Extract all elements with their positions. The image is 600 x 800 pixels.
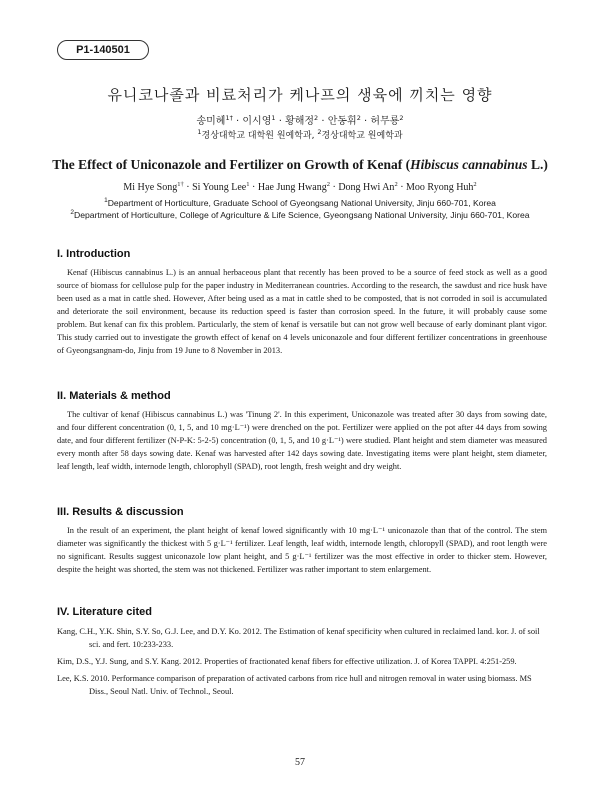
english-title bbox=[0, 157, 600, 173]
section-methods bbox=[57, 390, 547, 473]
affil-sup: 2 bbox=[70, 209, 75, 216]
section-heading: IV. Literature cited bbox=[57, 606, 152, 618]
poster-id-badge: P1-140501 bbox=[57, 40, 149, 60]
author: Moo Ryong Huh bbox=[406, 182, 474, 193]
author-sup: 2 bbox=[473, 181, 477, 188]
section-introduction bbox=[57, 248, 547, 357]
author: 안동휘 bbox=[327, 116, 357, 127]
korean-title: 유니코나졸과 비료처리가 케나프의 생육에 끼치는 영향 bbox=[107, 86, 493, 104]
author: 황해정 bbox=[285, 116, 315, 127]
section-body: The cultivar of kenaf (Hibiscus cannabinus L.) was 'Tinung 2'. In this experiment, Uniconazole was treated after 30 days from sowing date, and four different concentration (0, 1, 5, and 10 mg·L⁻¹) were drenched on the pot. Fertilizer were applied on the pot after 44 days from sowing date, and four different fertilizer (N-P-K: 5-2-5) concentration (0, 1, 5, and 10 g·L⁻¹) were studied. Plant height and stem diameter was measured every month after 58 days sowing date. Kenaf was harvested after 142 days sowing date. Investigating items were plant height, stem diameter, leaf length, leaf width, internode length, chlorophyll (SPAD), root length, fresh weight and dry weight. bbox=[57, 410, 547, 471]
section-literature bbox=[57, 606, 547, 702]
author: Dong Hwi An bbox=[338, 182, 395, 193]
section-heading: III. Results & discussion bbox=[57, 506, 184, 518]
reference-item: Kang, C.H., Y.K. Shin, S.Y. So, G.J. Lee, and D.Y. Ko. 2012. The Estimation of kenaf specificity when cultured in reclaimed land. kor. J. of soil sci. and fert. 10:233-233. bbox=[57, 627, 540, 649]
section-results bbox=[57, 506, 547, 576]
author-sup: 2 bbox=[399, 114, 404, 122]
author: Hae Jung Hwang bbox=[257, 182, 327, 193]
author-sup: 1† bbox=[177, 181, 184, 188]
section-body: In the result of an experiment, the plant height of kenaf lowed significantly with 10 mg·L⁻¹ uniconazole than that of the control. The stem diameter was significantly the thickest with 5 g·L⁻¹ fertilizer. Leaf length, leaf width, internode length, chloropyll (SPAD), and root length were no significant. Results suggest uniconazole low plant height, and 5 g·L⁻¹ fertilizer was the most effective in order to thicker stem. However, despite the height was shorted, the stem was not thickened. Fertilizer was rather important to stem enlargement. bbox=[57, 526, 547, 574]
section-heading: II. Materials & method bbox=[57, 390, 171, 402]
author-sup: 2 bbox=[394, 181, 398, 188]
reference-item: Lee, K.S. 2010. Performance comparison of preparation of activated carbons from rice hull and nitrogen removal in water using biomass. MS Diss., Seoul Natl. Univ. of Technol., Seoul. bbox=[57, 674, 532, 696]
author-sup: 1 bbox=[271, 114, 276, 122]
title-end: L.) bbox=[527, 157, 548, 172]
author-sup: 2 bbox=[314, 114, 319, 122]
affil-sup: 1 bbox=[197, 128, 202, 136]
affil-sup: 1 bbox=[104, 197, 108, 204]
author: 허무룡 bbox=[370, 116, 400, 127]
author-sup: 1† bbox=[225, 114, 233, 122]
title-main: The Effect of Uniconazole and Fertilizer on Growth of Kenaf ( bbox=[52, 157, 411, 172]
page-number: 57 bbox=[295, 757, 305, 768]
korean-authors: 송미혜$^{1\dagger}$ · 이시영$^1$ · 황해정$^2$ · 안동휘$^2$ · 허무룡$^2$ bbox=[196, 114, 404, 127]
author: 송미혜 bbox=[196, 116, 226, 127]
reference-item: Kim, D.S., Y.J. Sung, and S.Y. Kang. 2012. Properties of fractionated kenaf fibers for effective utilization. J. of Korea TAPPI. 4:251-259. bbox=[57, 657, 517, 666]
author: Mi Hye Song bbox=[123, 182, 178, 193]
english-affiliation-2 bbox=[0, 210, 600, 220]
korean-affiliations bbox=[0, 128, 600, 141]
author: Si Young Lee bbox=[192, 182, 247, 193]
affil-text: 경상대학교 대학원 원예학과, bbox=[201, 131, 318, 141]
english-affiliation-1 bbox=[0, 198, 600, 208]
affil-text: Department of Horticulture, College of Agriculture & Life Science, Gyeongsang National University, Jinju 660-701, Korea bbox=[74, 210, 530, 220]
section-body: Kenaf (Hibiscus cannabinus L.) is an annual herbaceous plant that recently has been proved to be a source of feed stock as well as a good source of biomass for cellulose pulp for the paper industry in Mediterranean countries. According to the research, the sawdust and rice husk have been used as a mat in cattle shed. However, After being used as a mat in cattle shed to be composted, that is not corroded in soil is accumulated and deteriorate the soil environment, because its reduction speed is faster than corrosion speed. In the future, it will probably cause some problem. But kenaf can fix this problem. Particularly, the stem of kenaf is versatile but can not grow well because of early dominant plant vigor. This study carried out to investigate the growth effect of kenaf on 4 levels uniconazole and four different fertilizer concentrations in greenhouse of Gyeongsangnam-do, Jinju from 19 June to 8 November in 2013. bbox=[57, 268, 547, 355]
author-sup: 2 bbox=[326, 181, 330, 188]
section-heading: I. Introduction bbox=[57, 248, 131, 260]
affil-text: 경상대학교 원예학과 bbox=[321, 131, 403, 141]
affil-text: Department of Horticulture, Graduate School of Gyeongsang National University, Jinju 660-701, Korea bbox=[107, 198, 496, 208]
affil-sup: 2 bbox=[317, 128, 322, 136]
author-sup: 2 bbox=[356, 114, 361, 122]
title-species: Hibiscus cannabinus bbox=[410, 157, 528, 172]
author-sup: 1 bbox=[246, 181, 250, 188]
english-authors: Mi Hye Song$^{1\dagger}$ · Si Young Lee$^1$ · Hae Jung Hwang$^2$ · Dong Hwi $An^2$ · Moo Ryong Huh$^2$ bbox=[123, 181, 477, 193]
author: 이시영 bbox=[242, 116, 272, 127]
